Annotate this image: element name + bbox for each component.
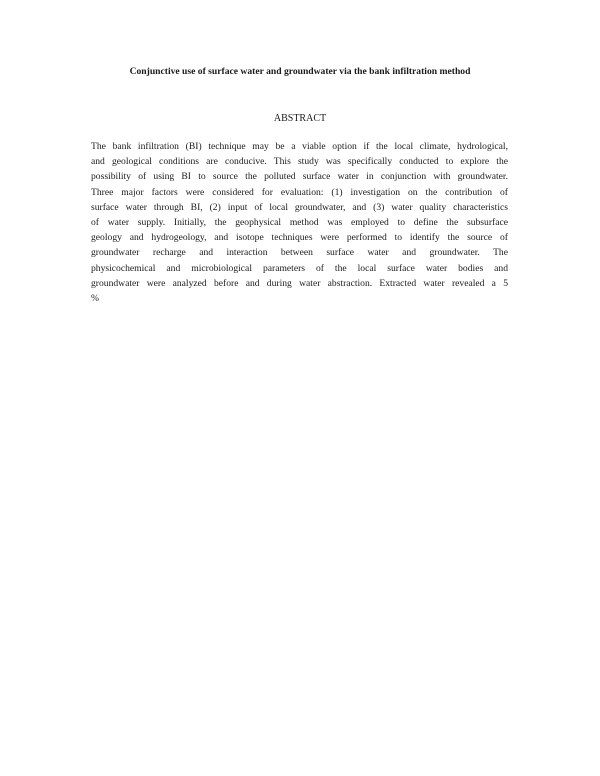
abstract-line: groundwater recharge and interaction between surface water and groundwater. The	[91, 247, 508, 259]
abstract-heading: ABSTRACT	[273, 113, 327, 124]
abstract-body	[91, 139, 508, 306]
abstract-line: Three major factors were considered for evaluation: (1) investigation on the contribution of	[91, 186, 508, 198]
abstract-line: possibility of using BI to source the polluted surface water in conjunction with groundwater.	[91, 171, 508, 183]
paper-title: Conjunctive use of surface water and groundwater via the bank infiltration method	[129, 66, 471, 77]
abstract-line: geology and hydrogeology, and isotope techniques were performed to identify the source of	[91, 232, 508, 244]
abstract-line: and geological conditions are conducive. This study was specifically conducted to explore the	[91, 156, 508, 168]
abstract-line: %	[91, 292, 99, 304]
abstract-line: physicochemical and microbiological parameters of the local surface water bodies and	[91, 262, 508, 274]
abstract-line: surface water through BI, (2) input of local groundwater, and (3) water quality characteristics	[91, 201, 508, 213]
abstract-line: groundwater were analyzed before and during water abstraction. Extracted water revealed a 5	[91, 277, 508, 289]
abstract-line: The bank infiltration (BI) technique may be a viable option if the local climate, hydrological,	[91, 141, 508, 152]
abstract-line: of water supply. Initially, the geophysical method was employed to define the subsurface	[91, 216, 508, 228]
